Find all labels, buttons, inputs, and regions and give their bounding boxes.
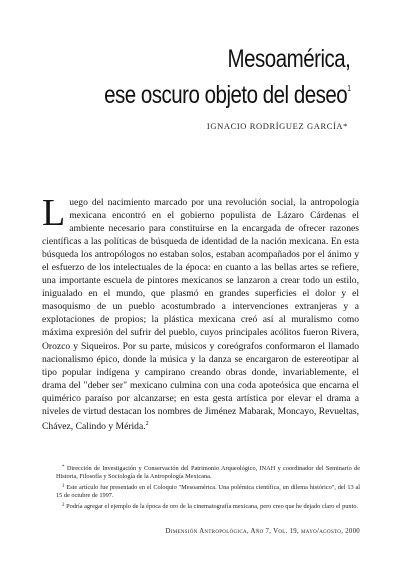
footnotes — [56, 464, 360, 512]
footnote — [56, 483, 360, 501]
title-line-2 — [104, 74, 350, 110]
journal-footer: Dimensión Antropológica, Año 7, Vol. 19, mayo/agosto, 2000 — [165, 528, 360, 535]
title-line-1: Mesoamérica, — [227, 45, 350, 73]
drop-cap: L — [42, 192, 66, 234]
footnote — [56, 502, 360, 511]
body-footnote-mark: 2 — [145, 420, 149, 427]
footnote-text: Podría agregar el ejemplo de la época de oro de la cinematografía mexicana, pero creo que he dejado claro el punto. — [66, 502, 359, 510]
footnote-text: Dirección de Investigación y Conservación del Patrimonio Arqueológico, INAH y coordinador del Seminario de Historia, Filosofía y Sociología de la Antropología Mexicana. — [56, 465, 360, 481]
author-name: IGNACIO RODRÍGUEZ GARCÍA* — [206, 121, 348, 131]
body-text: uego del nacimiento marcado por una revolución social, la antropología mexicana encontró en el gobierno populista de Lázaro Cárdenas el ambiente necesario para constituirse en la encargada de ofrecer razones científicas a las políticas de búsqueda de identidad de la nación mexicana. En esta búsqueda los antropólogos no estaban solos, estaban acompañados por el ánimo y el esfuerzo de los intelectuales de la época: en cuanto a las bellas artes se refiere, una importante escuela de pintores mexicanos se lanzaron a crear todo un estilo, inigualado en el mundo, que plasmó en grandes superficies el dolor y el masoquismo de un pueblo acostumbrado a intervenciones extranjeras y a explotaciones de propios; la plástica mexicana creó así al muralismo como máxima expresión del sufrir del pueblo, cuyos principales acólitos fueron Rivera, Orozco y Siqueiros. Por su parte, músicos y coreógrafos conformaron el llamado nacionalismo épico, donde la música y la danza se encargaron de estereotipar al tipo popular indígena y campirano creando obras donde, invariablemente, el drama del "deber ser" mexicano culmina con una coda apoteósica que encarna el quimérico paraíso por alcanzarse; en esta gesta artística por elevar el drama a niveles de virtud destacan los nombres de Jiménez Mabarak, Moncayo, Revueltas, Chávez, Calindo y Mérida. — [42, 197, 359, 432]
footnote-mark: * — [62, 465, 65, 470]
footnote-text: Este artículo fue presentado en el Coloquio "Mesoamérica. Una polémica científica, un dilema histórico", del 13 al 15 de octubre de 1997. — [56, 483, 361, 500]
body-paragraph — [42, 192, 359, 433]
footnote-mark: 2 — [62, 502, 65, 508]
title-line-2-text: ese oscuro objeto del deseo — [103, 81, 347, 109]
article-title — [50, 44, 350, 110]
footnote-mark: 1 — [62, 483, 65, 489]
footnote — [56, 464, 360, 482]
title-footnote-mark: 1 — [346, 84, 350, 93]
